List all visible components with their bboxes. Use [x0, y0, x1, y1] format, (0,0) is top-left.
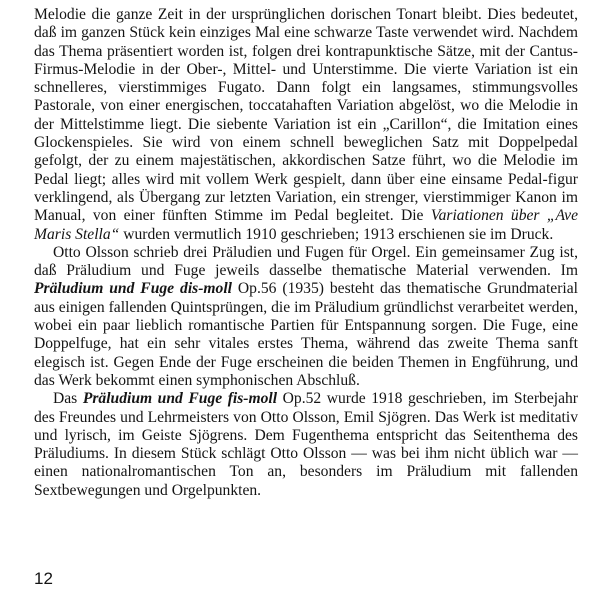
work-title-dis-moll: Präludium und Fuge dis-moll — [34, 280, 232, 298]
paragraph-variations — [34, 6, 578, 244]
paragraph-1-text-b: wurden vermutlich 1910 geschrieben; 1913 erschienen sie im Druck. — [119, 225, 554, 243]
page-number: 12 — [34, 569, 53, 588]
paragraph-fis-moll — [34, 390, 578, 500]
paragraph-3-text-b: Op.52 wurde 1918 geschrieben, im Sterbejahr des Freundes und Lehrmeisters von Otto Olsson, Emil Sjögren. Das Werk ist meditativ und lyrisch, im Geiste Sjögrens. Dem Fugenthema entspricht das Seitenthema des Präludiums. In diesem Stück schlägt Otto Olsson — was bei ihm nicht üblich war — einen nationalromantischen Ton an, besonders im Präludium mit fallenden Sextbewegungen und Orgelpunkten. — [34, 390, 578, 499]
paragraph-dis-moll — [34, 244, 578, 390]
body-text — [34, 6, 578, 500]
paragraph-2-text-b: Op.56 (1935) besteht das thematische Grundmaterial aus einigen fallenden Quintsprüngen, die im Präludium gründlichst verarbeitet werden, wobei ein paar lieblich romantische Partien für Entspannung sorgen. Die Fuge, eine Doppelfuge, hat ein sehr vitales erstes Thema, während das zweite Thema sanft elegisch ist. Gegen Ende der Fuge erscheinen die beiden Themen in Engführung, und das Werk bekommt einen symphonischen Abschluß. — [34, 280, 578, 389]
paragraph-2-text-a: Otto Olsson schrieb drei Präludien und Fugen für Orgel. Ein gemeinsamer Zug ist, daß Präludium und Fuge jeweils dasselbe thematische Material verwenden. Im — [34, 243, 578, 280]
work-title-fis-moll: Präludium und Fuge fis-moll — [82, 390, 278, 408]
work-title-variationen: Variationen über „Ave Maris Stella“ — [34, 207, 579, 243]
paragraph-3-text-a: Das — [53, 390, 83, 408]
paragraph-1-text-a: Melodie die ganze Zeit in der ursprünglichen dorischen Tonart bleibt. Dies bedeutet, daß im ganzen Stück kein einziges Mal eine schwarze Taste verwendet wird. Nachdem das Thema präsentiert worden ist, folgen drei kontrapunktische Sätze, mit der Cantus-Firmus-Melodie in der Ober-, Mittel- und Unterstimme. Die vierte Variation ist ein schnelleres, vierstimmiges Fugato. Dann folgt ein langsames, stimmungsvolles Pastorale, von einer energischen, toccatahaften Variation abgelöst, wo die Melodie in der Mittelstimme liegt. Die siebente Variation ist ein „Carillon“, die Imitation eines Glockenspieles. Sie wird von einem schnell beweglichen Satz mit Doppelpedal gefolgt, der zu einem majestätischen, akkordischen Satze führt, wo die Melodie im Pedal liegt; alles wird mit vollem Werk gespielt, dann über eine einsame Pedal-figur verklingend, als Übergang zur letzten Variation, ein strenger, vierstimmiger Kanon im Manual, von einer fünften Stimme im Pedal begleitet. Die — [34, 6, 578, 225]
